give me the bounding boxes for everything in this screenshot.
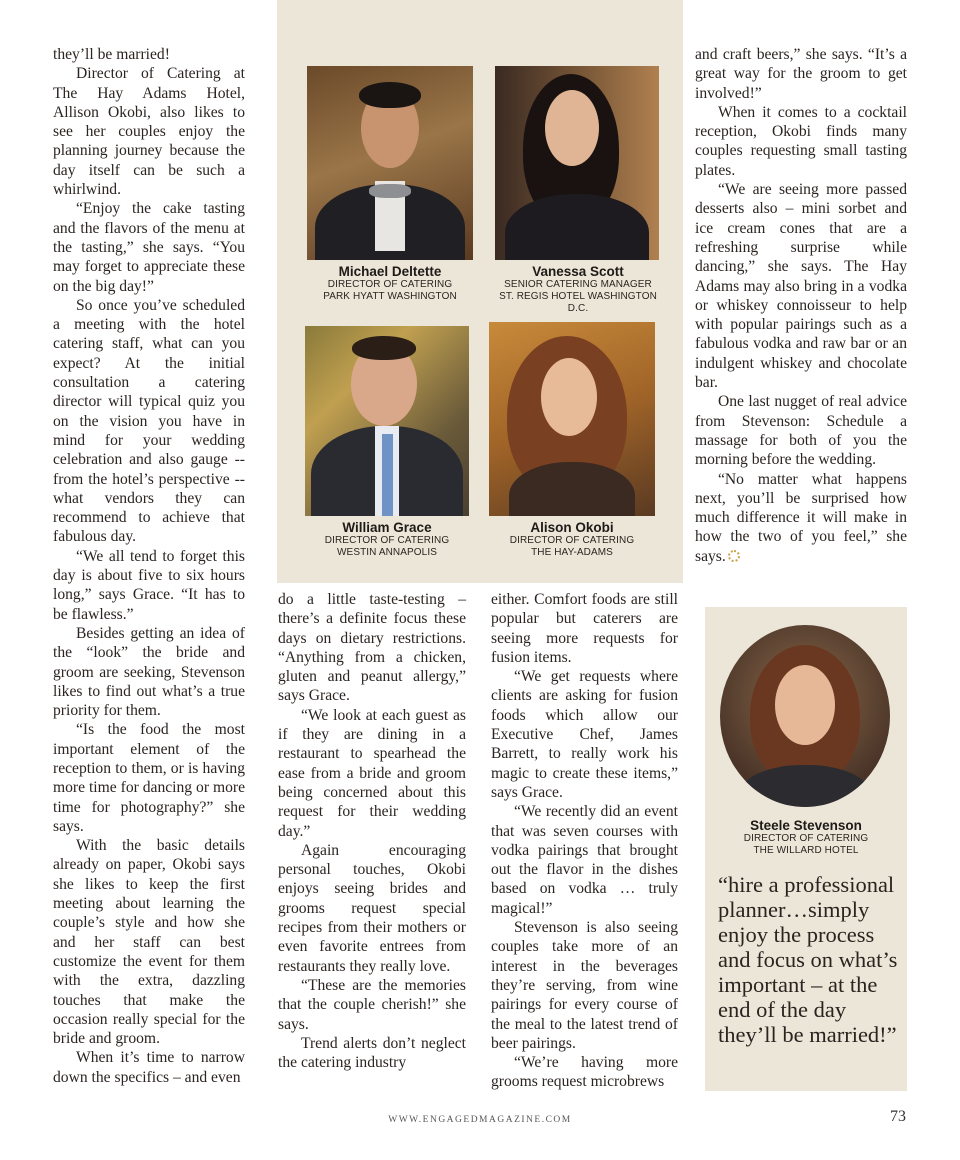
portrait-vanessa-scott <box>495 66 661 315</box>
paragraph: “We recently did an event that was seven courses with vodka pairings that brought out the flavor in the dishes based on vodka … truly magical!” <box>491 803 678 917</box>
article-column-1 <box>53 45 245 1087</box>
paragraph: So once you’ve scheduled a meeting with the hotel catering staff, what can you expect? At the initial consultation a catering director will typical quiz you on the vision you have in mind for your wedding celebration and also gauge -- from the hotel’s perspective -- what vendors they can recommend to achieve that fabulous day. <box>53 296 245 546</box>
article-column-4 <box>695 45 907 566</box>
paragraph: do a little taste-testing – there’s a definite focus these days on dietary restrictions. “Anything from a chicken, gluten and peanut allergy,” says Grace. <box>278 591 466 705</box>
portrait-hotel: THE HAY-ADAMS <box>531 547 613 558</box>
portrait-hotel: ST. REGIS HOTEL WASHINGTON D.C. <box>499 291 657 314</box>
portrait-hotel: WESTIN ANNAPOLIS <box>337 547 437 558</box>
portrait-title: SENIOR CATERING MANAGER <box>504 279 652 290</box>
paragraph: “These are the memories that the couple cherish!” she says. <box>278 976 466 1033</box>
page-number: 73 <box>890 1108 906 1125</box>
paragraph: One last nugget of real advice from Stevenson: Schedule a massage for both of you the morning before the wedding. <box>695 393 907 469</box>
footer-website: WWW.ENGAGEDMAGAZINE.COM <box>388 1115 572 1125</box>
portrait-name: William Grace <box>342 520 432 535</box>
portrait-name: Michael Deltette <box>338 264 442 279</box>
portrait-hotel: PARK HYATT WASHINGTON <box>323 291 457 302</box>
portrait-william-grace <box>305 326 469 559</box>
pullquote-box <box>705 607 907 1091</box>
portrait-name: Alison Okobi <box>530 520 614 535</box>
pullquote-attribution <box>705 818 907 857</box>
pullquote-hotel: THE WILLARD HOTEL <box>753 845 859 856</box>
paragraph: “We all tend to forget this day is about five to six hours long,” says Grace. “It has to be flawless.” <box>53 547 245 623</box>
end-of-article-icon <box>728 550 740 562</box>
paragraph: When it comes to a cocktail reception, Okobi finds many couples requesting small tasting plates. <box>695 103 907 179</box>
portrait-photo <box>495 66 659 260</box>
article-column-3 <box>491 590 678 1092</box>
paragraph: “We look at each guest as if they are dining in a restaurant to spearhead the ease from a bride and groom being concerned about this request for their wedding day.” <box>278 706 466 840</box>
staff-photo-panel <box>277 0 683 583</box>
paragraph: “We are seeing more passed desserts also – mini sorbet and ice cream cones that are a refreshing surprise while dancing,” she says. The Hay Adams may also bring in a vodka or whiskey connoisseur to help with popular pairings such as a fabulous vodka and raw bar or an indulgent whiskey and chocolate bar. <box>695 181 907 392</box>
portrait-name: Vanessa Scott <box>532 264 624 279</box>
pullquote-text: “hire a professional planner…simply enjoy the process and focus on what’s important – at the end of the day they’ll be married!” <box>718 872 898 1047</box>
paragraph: they’ll be married! <box>53 46 170 63</box>
pullquote-portrait-photo <box>720 625 890 807</box>
paragraph: “We’re having more grooms request microbrews <box>491 1054 678 1091</box>
pullquote-name: Steele Stevenson <box>750 818 862 833</box>
paragraph <box>695 470 907 566</box>
portrait-photo <box>489 322 655 516</box>
paragraph: Trend alerts don’t neglect the catering industry <box>278 1034 466 1072</box>
portrait-photo <box>305 326 469 516</box>
portrait-michael-deltette <box>307 66 473 303</box>
paragraph: Director of Catering at The Hay Adams Hotel, Allison Okobi, also likes to see her couples enjoy the planning journey because the day itself can be such a whirlwind. <box>53 65 245 199</box>
portrait-alison-okobi <box>489 322 655 559</box>
article-column-2 <box>278 590 466 1072</box>
portrait-photo <box>307 66 473 260</box>
paragraph: When it’s time to narrow down the specifics – and even <box>53 1049 245 1086</box>
paragraph: Stevenson is also seeing couples take more of an interest in the beverages they’re serving, from wine pairings for every course of the meal to the latest trend of beer pairings. <box>491 919 678 1052</box>
paragraph: and craft beers,” she says. “It’s a great way for the groom to get involved!” <box>695 46 907 102</box>
paragraph-text: “No matter what happens next, you’ll be surprised how much difference it will make in how the two of you feel,” she says. <box>695 470 907 565</box>
portrait-title: DIRECTOR OF CATERING <box>327 279 453 290</box>
paragraph: “Is the food the most important element of the reception to them, or is having more time for dancing or more time for photography?” she says. <box>53 721 245 835</box>
paragraph: “Enjoy the cake tasting and the flavors of the menu at the tasting,” she says. “You may forget to appreciate these on the big day!” <box>53 200 245 295</box>
paragraph: Besides getting an idea of the “look” the bride and groom are seeking, Stevenson likes to find out what’s a true priority for them. <box>53 624 245 720</box>
paragraph: With the basic details already on paper, Okobi says she likes to keep the first meeting about learning the couple’s style and how she and her staff can best customize the event for them with the extra, dazzling touches that make the occasion really special for the bride and groom. <box>53 837 245 1048</box>
paragraph: “We get requests where clients are asking for fusion foods which allow our Executive Chef, James Barrett, to really work his magic to create these items,” says Grace. <box>491 668 678 801</box>
paragraph: Again encouraging personal touches, Okobi enjoys seeing brides and grooms request special recipes from their mothers or even favorite entrees from restaurants they really love. <box>278 841 466 975</box>
paragraph: either. Comfort foods are still popular but caterers are seeing more requests for fusion items. <box>491 591 678 666</box>
portrait-title: DIRECTOR OF CATERING <box>509 535 635 546</box>
pullquote-title: DIRECTOR OF CATERING <box>743 833 869 844</box>
portrait-title: DIRECTOR OF CATERING <box>324 535 450 546</box>
